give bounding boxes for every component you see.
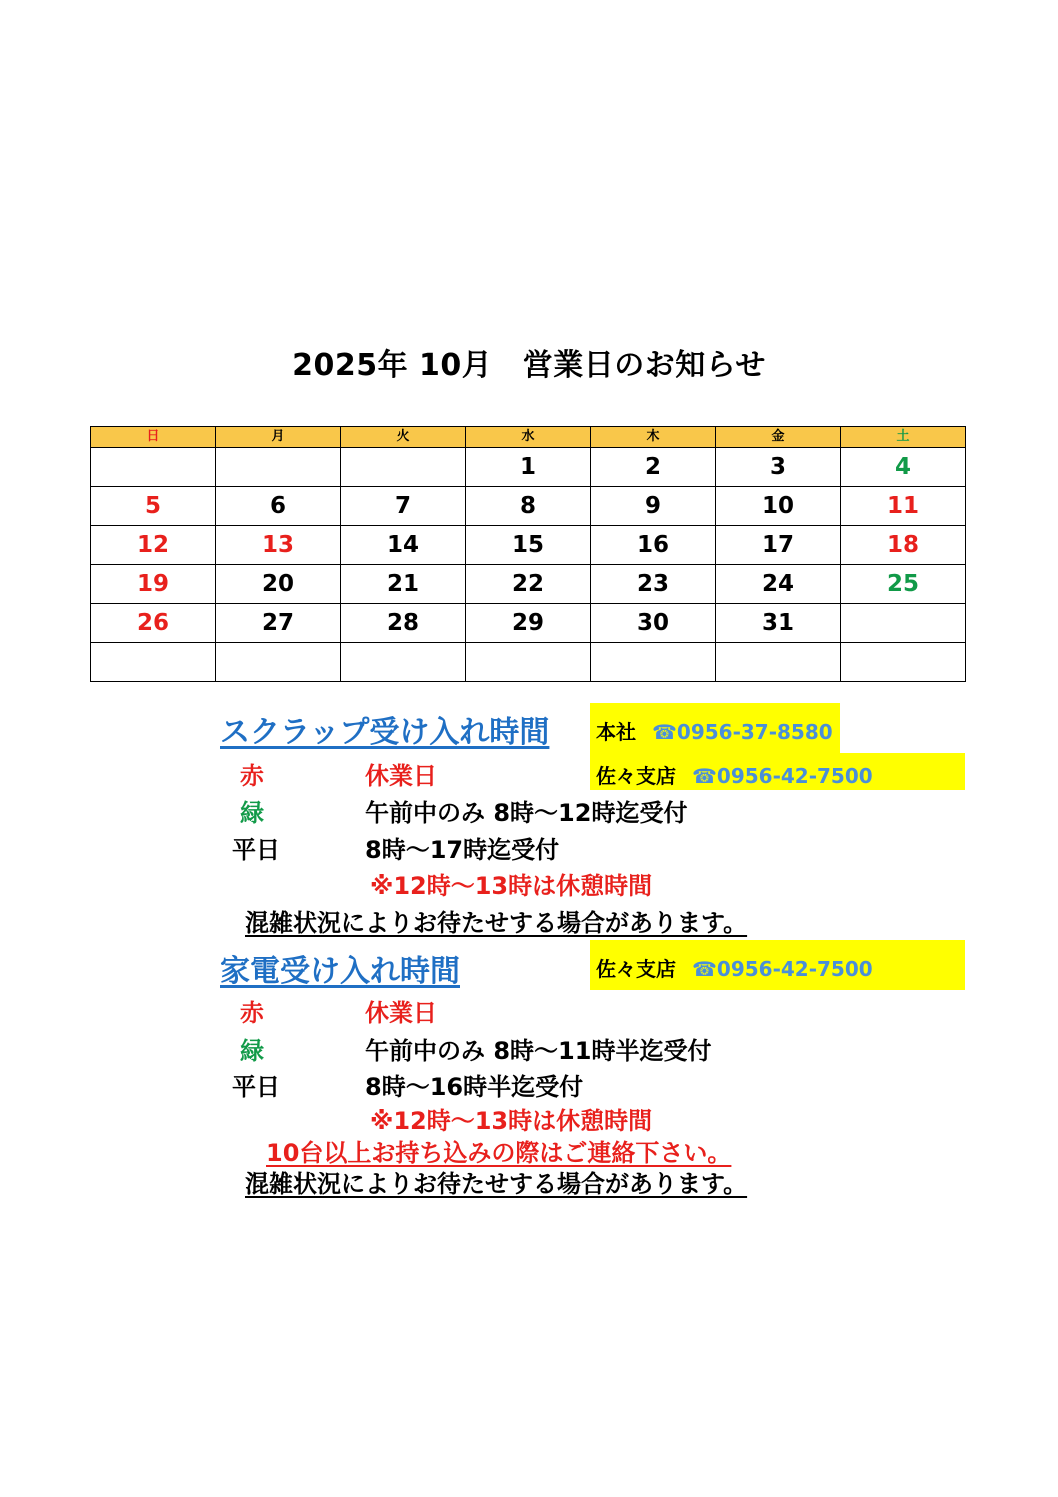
calendar-week-row (91, 526, 966, 565)
calendar-day: 13 (216, 526, 341, 565)
calendar-day: 28 (341, 604, 466, 643)
calendar-body (91, 448, 966, 682)
calendar-day: 7 (341, 487, 466, 526)
calendar-day: 9 (591, 487, 716, 526)
main-office-phone[interactable]: ☎0956-37-8580 (652, 720, 833, 744)
calendar-day: 5 (91, 487, 216, 526)
scrap-red-key: 赤 (240, 762, 264, 790)
branch-name: 佐々支店 (596, 764, 676, 788)
calendar-empty-cell (466, 643, 591, 682)
appliance-break-note: ※12時～13時は休憩時間 (370, 1107, 653, 1135)
scrap-red-value: 休業日 (365, 762, 437, 790)
calendar-day: 18 (841, 526, 966, 565)
calendar-day: 6 (216, 487, 341, 526)
appliance-red-key: 赤 (240, 999, 264, 1027)
calendar-empty-cell (716, 643, 841, 682)
calendar-day: 11 (841, 487, 966, 526)
calendar-day: 31 (716, 604, 841, 643)
calendar-empty-cell (91, 448, 216, 487)
calendar-day: 19 (91, 565, 216, 604)
weekday-wed: 水 (466, 427, 591, 448)
appliance-weekday-value: 8時～16時半迄受付 (365, 1073, 584, 1101)
calendar-empty-cell (341, 448, 466, 487)
calendar-empty-cell (841, 643, 966, 682)
calendar-week-row (91, 487, 966, 526)
calendar-day: 24 (716, 565, 841, 604)
calendar-empty-cell (591, 643, 716, 682)
calendar-day: 26 (91, 604, 216, 643)
appliance-heading: 家電受け入れ時間 (220, 954, 460, 989)
calendar-day: 25 (841, 565, 966, 604)
scrap-break-note: ※12時～13時は休憩時間 (370, 872, 653, 900)
appliance-contact-note: 10台以上お持ち込みの際はご連絡下さい。 (266, 1139, 732, 1167)
calendar-day: 20 (216, 565, 341, 604)
calendar-day: 4 (841, 448, 966, 487)
appliance-green-key: 緑 (240, 1037, 264, 1065)
appliance-weekday-key: 平日 (232, 1073, 280, 1101)
weekday-sat: 土 (841, 427, 966, 448)
weekday-mon: 月 (216, 427, 341, 448)
calendar-empty-cell (216, 643, 341, 682)
appliance-branch-box (590, 940, 965, 990)
weekday-tue: 火 (341, 427, 466, 448)
appliance-branch-phone[interactable]: ☎0956-42-7500 (692, 957, 873, 981)
calendar-table (90, 426, 966, 682)
branch-phone[interactable]: ☎0956-42-7500 (692, 764, 873, 788)
calendar-empty-cell (216, 448, 341, 487)
calendar-day: 12 (91, 526, 216, 565)
weekday-thu: 木 (591, 427, 716, 448)
appliance-red-value: 休業日 (365, 999, 437, 1027)
calendar-day: 22 (466, 565, 591, 604)
calendar-week-row (91, 604, 966, 643)
calendar-week-row (91, 643, 966, 682)
calendar-day: 29 (466, 604, 591, 643)
weekday-fri: 金 (716, 427, 841, 448)
calendar-day: 15 (466, 526, 591, 565)
calendar-week-row (91, 565, 966, 604)
calendar-day: 10 (716, 487, 841, 526)
scrap-green-key: 緑 (240, 799, 264, 827)
calendar-day: 23 (591, 565, 716, 604)
calendar-day: 30 (591, 604, 716, 643)
calendar-day: 3 (716, 448, 841, 487)
scrap-crowd-note: 混雑状況によりお待たせする場合があります。 (245, 909, 748, 937)
scrap-main-office-box (590, 703, 840, 753)
weekday-sun: 日 (91, 427, 216, 448)
appliance-branch-name: 佐々支店 (596, 957, 676, 981)
calendar-empty-cell (341, 643, 466, 682)
scrap-weekday-value: 8時～17時迄受付 (365, 836, 560, 864)
scrap-weekday-key: 平日 (232, 836, 280, 864)
scrap-green-value: 午前中のみ 8時～12時迄受付 (365, 799, 688, 827)
calendar-day: 1 (466, 448, 591, 487)
calendar-week-row (91, 448, 966, 487)
calendar-day: 14 (341, 526, 466, 565)
calendar-day: 21 (341, 565, 466, 604)
appliance-crowd-note: 混雑状況によりお待たせする場合があります。 (245, 1170, 748, 1198)
scrap-heading: スクラップ受け入れ時間 (220, 715, 550, 750)
page-title: 2025年 10月 営業日のお知らせ (292, 348, 766, 383)
calendar-day: 16 (591, 526, 716, 565)
calendar-day: 17 (716, 526, 841, 565)
main-office-name: 本社 (596, 720, 636, 744)
appliance-green-value: 午前中のみ 8時～11時半迄受付 (365, 1037, 712, 1065)
weekday-header-row (91, 427, 966, 448)
calendar-empty-cell (91, 643, 216, 682)
scrap-branch-box (590, 753, 965, 790)
calendar-day: 2 (591, 448, 716, 487)
calendar-day: 8 (466, 487, 591, 526)
calendar-day: 27 (216, 604, 341, 643)
calendar-empty-cell (841, 604, 966, 643)
